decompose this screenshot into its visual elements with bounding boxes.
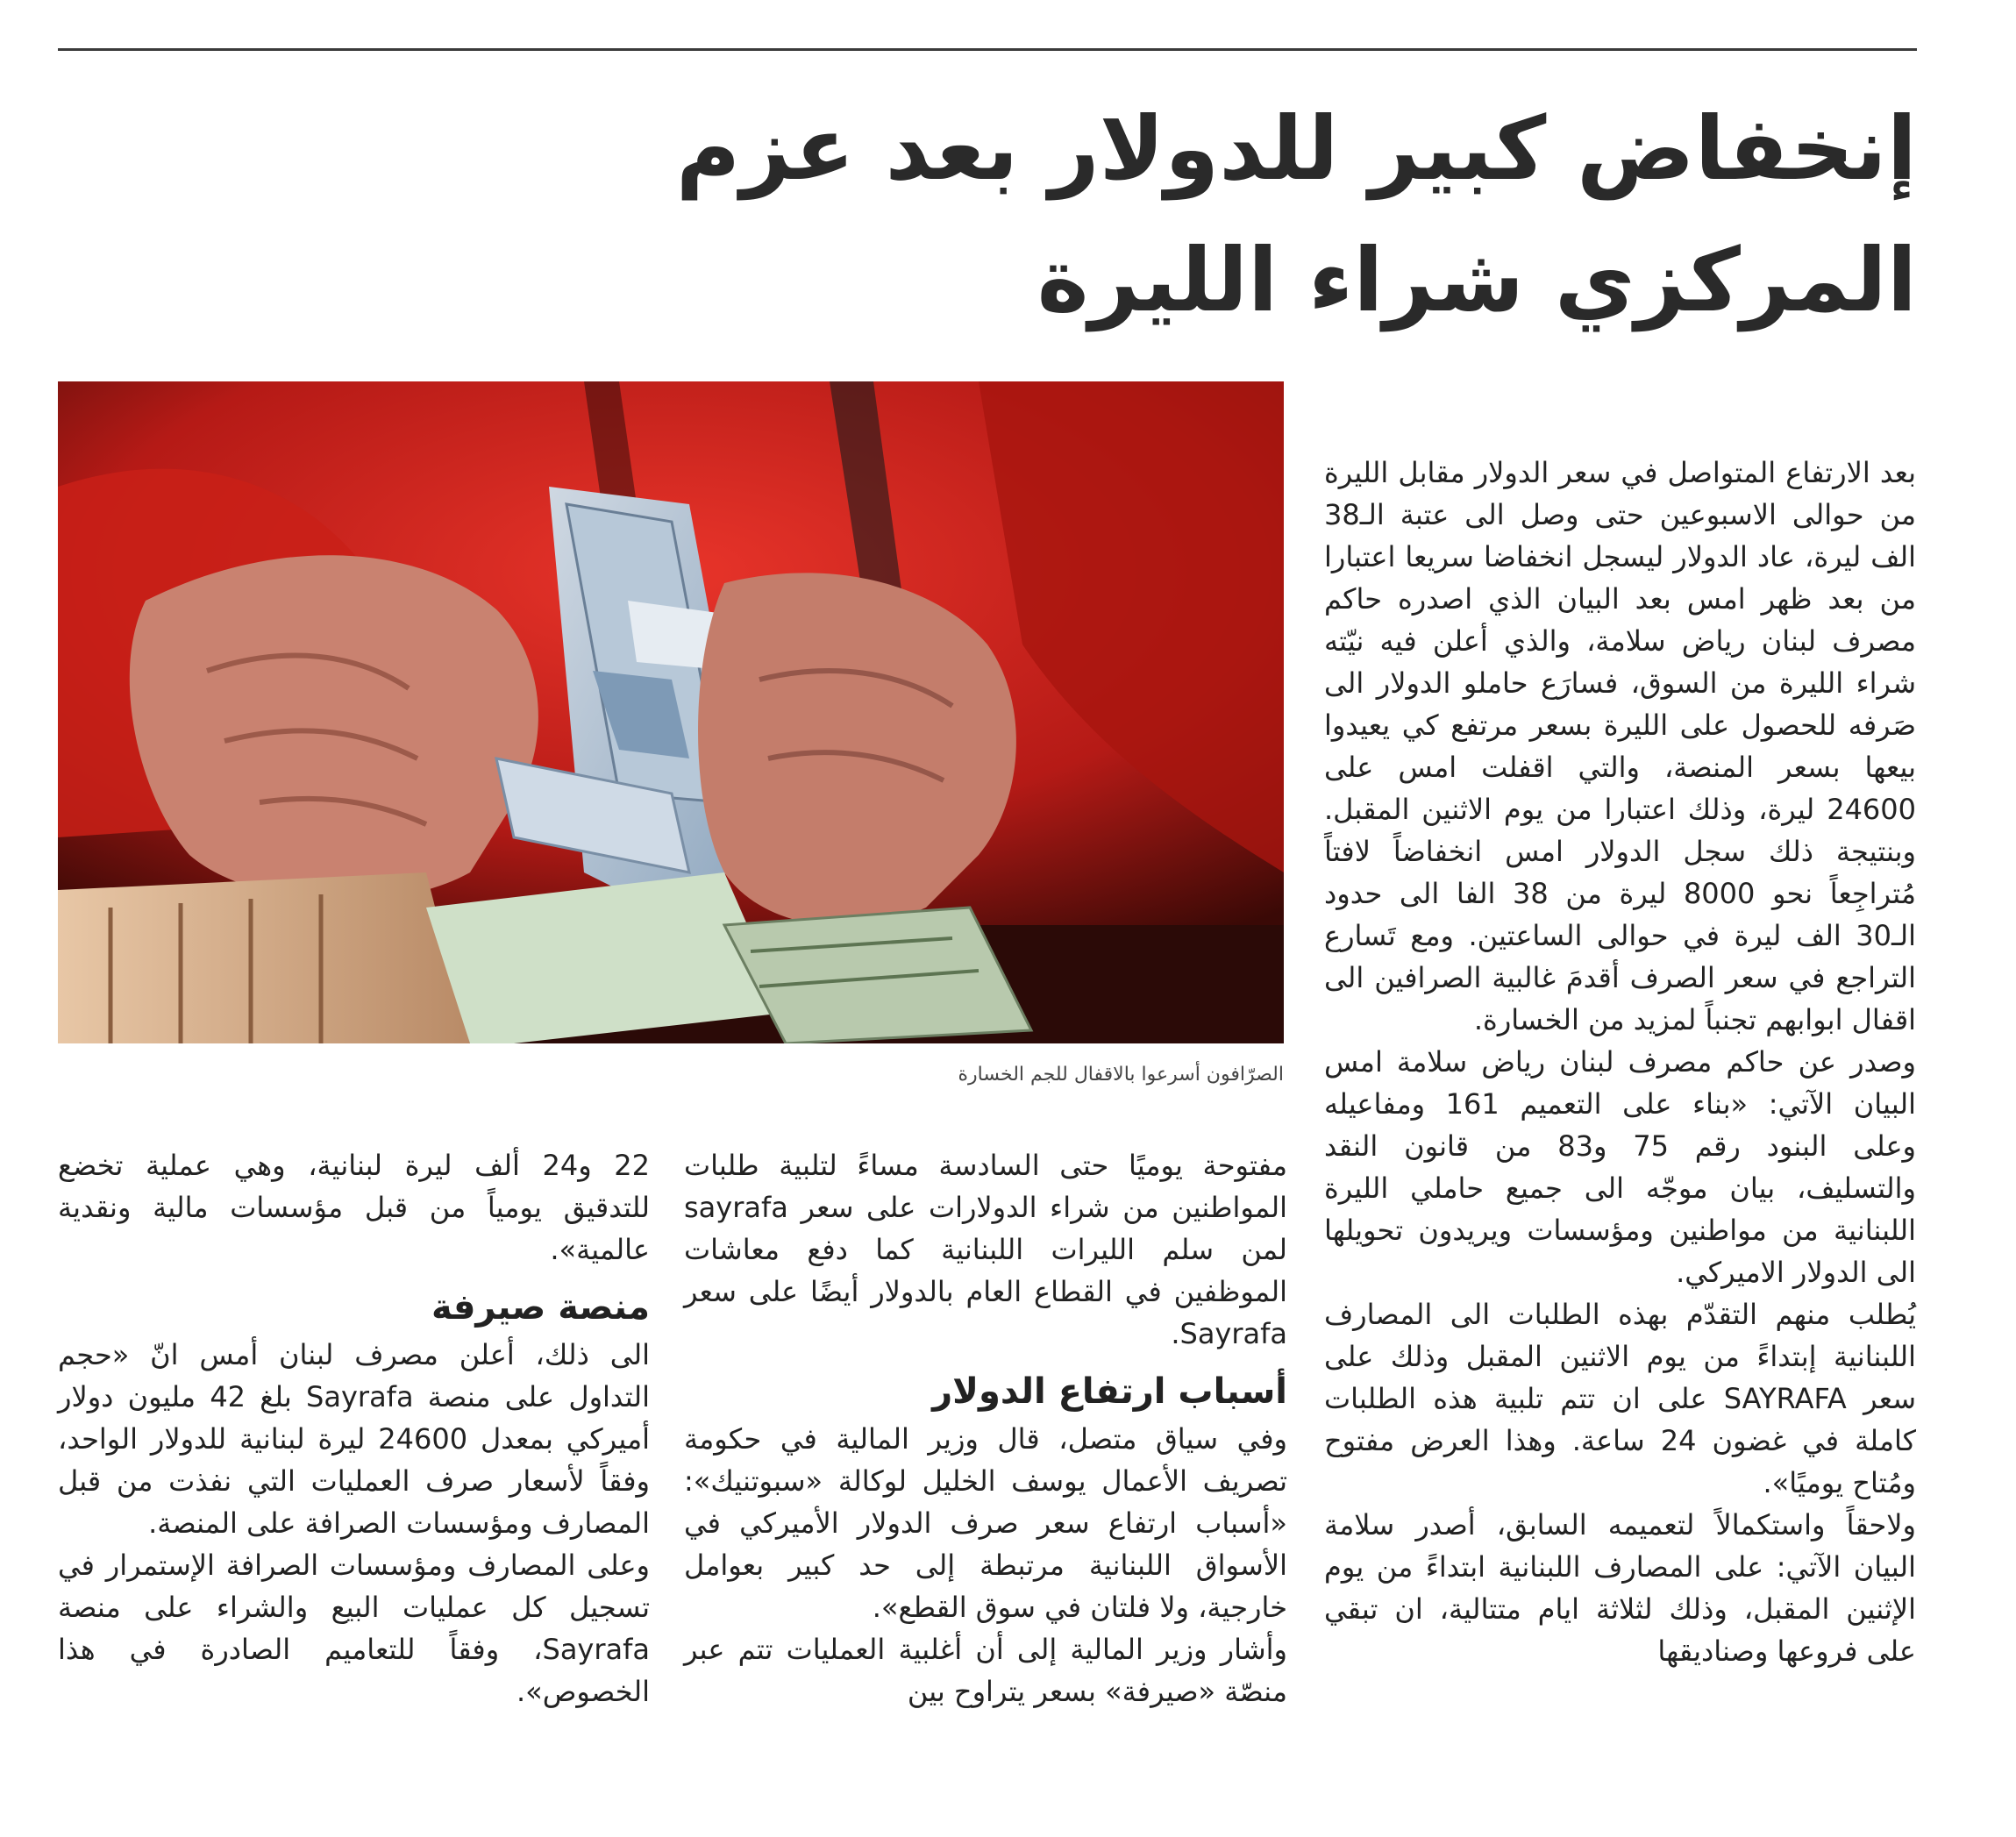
paragraph: ولاحقاً واستكمالاً لتعميمه السابق، أصدر سلامة البيان الآتي: على المصارف اللبنانية ابتداءً من يوم الإثنين المقبل، وذلك لثلاثة ايام متتالية، ان تبقي على فروعها وصناديقها bbox=[1324, 1508, 1916, 1668]
subhead: أسباب ارتفاع الدولار bbox=[932, 1371, 1287, 1412]
paragraph: مفتوحة يوميًا حتى السادسة مساءً لتلبية طلبات المواطنين من شراء الدولارات على سعر sayrafa لمن سلم الليرات اللبنانية كما دفع معاشات الموظفين في القطاع العام بالدولار أيضًا على سعر Sayrafa. bbox=[684, 1149, 1287, 1350]
paragraph: وأشار وزير المالية إلى أن أغلبية العمليات تتم عبر منصّة «صيرفة» بسعر يتراوح بين bbox=[684, 1633, 1287, 1708]
article-column-right bbox=[1324, 452, 1916, 1672]
paragraph: وعلى المصارف ومؤسسات الصرافة الإستمرار في تسجيل كل عمليات البيع والشراء على منصة Sayrafa، وفقاً للتعاميم الصادرة في هذا الخصوص». bbox=[58, 1549, 650, 1708]
news-photo bbox=[58, 381, 1284, 1043]
subhead: منصة صيرفة bbox=[431, 1287, 650, 1328]
paragraph: الى ذلك، أعلن مصرف لبنان أمس انّ «حجم التداول على منصة Sayrafa بلغ 42 مليون دولار أميركي بمعدل 24600 ليرة لبنانية للدولار الواحد، وفقاً لأسعار صرف العمليات التي نفذت من قبل المصارف ومؤسسات الصرافة على المنصة. bbox=[58, 1338, 651, 1540]
headline: إنخفاض كبير للدولار بعد عزم المركزي شراء الليرة bbox=[675, 97, 1917, 331]
paragraph: وصدر عن حاكم مصرف لبنان رياض سلامة امس البيان الآتي: «بناء على التعميم 161 ومفاعيله وعلى البنود رقم 75 و83 من قانون النقد والتسليف، بيان موجّه الى جميع حاملي الليرة اللبنانية من مواطنين ومؤسسات ويريدون تحويلها الى الدولار الاميركي. bbox=[1324, 1045, 1917, 1289]
article-column-middle bbox=[684, 1144, 1287, 1712]
photo-caption: الصرّافون أسرعوا بالاقفال للجم الخسارة bbox=[958, 1064, 1284, 1086]
paragraph: وفي سياق متصل، قال وزير المالية في حكومة تصريف الأعمال يوسف الخليل لوكالة «سبوتنيك»: «أسباب ارتفاع سعر صرف الدولار الأميركي في الأسواق اللبنانية مرتبطة إلى حد كبير بعوامل خارجية، ولا فلتان في سوق القطع». bbox=[684, 1422, 1287, 1624]
paragraph: 22 و24 ألف ليرة لبنانية، وهي عملية تخضع للتدقيق يومياً من قبل مؤسسات مالية ونقدية عالمية». bbox=[58, 1149, 651, 1266]
paragraph: يُطلب منهم التقدّم بهذه الطلبات الى المصارف اللبنانية إبتداءً من يوم الاثنين المقبل وذلك على سعر SAYRAFA على ان تتم تلبية هذه الطلبات كاملة في غضون 24 ساعة. وهذا العرض مفتوح ومُتاح يوميًا». bbox=[1324, 1298, 1917, 1499]
top-rule bbox=[58, 48, 1917, 51]
paragraph: بعد الارتفاع المتواصل في سعر الدولار مقابل الليرة من حوالى الاسبوعين حتى وصل الى عتبة الـ38 الف ليرة، عاد الدولار ليسجل انخفاضا سريعا اعتبارا من بعد ظهر امس بعد البيان الذي اصدره حاكم مصرف لبنان رياض سلامة، والذي أعلن فيه نيّته شراء الليرة من السوق، فسارَع حاملو الدولار الى صَرفه للحصول على الليرة بسعر مرتفع كي يعيدوا بيعها بسعر المنصة، والتي اقفلت امس على 24600 ليرة، وذلك اعتبارا من يوم الاثنين المقبل. وبنتيجة ذلك سجل الدولار امس انخفاضاً لافتاً مُتراجِعاً نحو 8000 ليرة من 38 الفا الى حدود الـ30 الف ليرة في حوالى الساعتين. ومع تَسارع التراجع في سعر الصرف أقدمَ غالبية الصرافين الى اقفال ابوابهم تجنباً لمزيد من الخسارة. bbox=[1324, 456, 1917, 1036]
money-counting-photo bbox=[58, 381, 1284, 1043]
article-column-left bbox=[58, 1144, 650, 1712]
